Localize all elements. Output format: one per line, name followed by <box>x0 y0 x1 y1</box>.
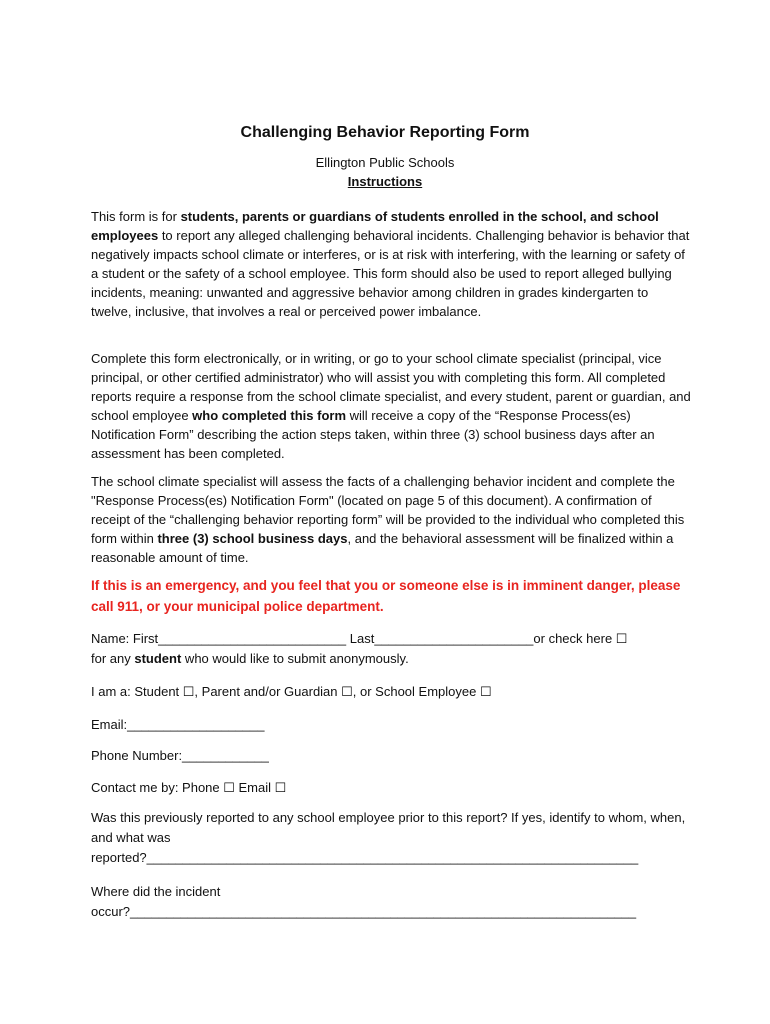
last-name-blank[interactable]: ______________________ <box>374 631 534 646</box>
first-name-blank[interactable]: __________________________ <box>158 631 347 646</box>
incident-location-field[interactable] <box>91 882 691 922</box>
form-title: Challenging Behavior Reporting Form <box>240 124 530 141</box>
name-field[interactable] <box>91 629 691 669</box>
incident-location-question: Where did the incident <box>91 884 221 899</box>
assessment-paragraph <box>91 472 691 567</box>
instructions-heading: Instructions <box>347 174 423 189</box>
role-field[interactable]: I am a: Student ☐, Parent and/or Guardian ☐, or School Employee ☐ <box>91 684 492 699</box>
emergency-notice: If this is an emergency, and you feel that you or someone else is in imminent danger, please call 911, or your municipal police department. <box>91 578 681 614</box>
incident-location-line[interactable]: occur?______________________________________________________________________ <box>91 904 637 919</box>
text: Complete this form electronically, or in writing, or go to your school climate specialist (principal, vice principal, or other certified administrator) who will assist you with completing this form. All completed reports require a response from the school climate specialist, and every student, parent or guardian, and school employee <box>91 351 691 423</box>
previous-report-field[interactable] <box>91 808 691 868</box>
bold-text: who completed this form <box>192 408 347 423</box>
text: , and the behavioral assessment will be finalized within a reasonable amount of time. <box>91 531 674 565</box>
bold-text: student <box>134 651 182 666</box>
previous-report-line[interactable]: reported?____________________________________________________________________ <box>91 850 639 865</box>
bold-text: students, parents or guardians of students enrolled in the school, and school employees <box>91 209 659 243</box>
email-field[interactable]: Email:___________________ <box>91 717 265 732</box>
text: The school climate specialist will assess the facts of a challenging behavior incident and complete the "Response Process(es) Notification Form" (located on page 5 of this document). A confirmation of receipt of the “challenging behavior reporting form” will be provided to the individual who completed this form within <box>91 474 685 546</box>
completion-paragraph <box>91 349 691 463</box>
text: will receive a copy of the “Response Process(es) Notification Form” describing the action steps taken, within three (3) school business days after an assessment has been completed. <box>91 408 655 461</box>
first-name-label: Name: First <box>91 631 159 646</box>
last-name-label: Last <box>346 631 375 646</box>
intro-paragraph <box>91 207 691 321</box>
text: for any <box>91 651 135 666</box>
school-name: Ellington Public Schools <box>315 155 455 170</box>
text: This form is for <box>91 209 181 224</box>
bold-text: three (3) school business days <box>157 531 348 546</box>
phone-field[interactable]: Phone Number:____________ <box>91 748 269 763</box>
text: to report any alleged challenging behavioral incidents. Challenging behavior is behavior that negatively impacts school climate or interferes, or is at risk with interfering, with the learning or safety of a student or the safety of a school employee. This form should also be used to report alleged bullying incidents, meaning: unwanted and aggressive behavior among children in grades kindergarten to twelve, inclusive, that involves a real or perceived power imbalance. <box>91 228 690 319</box>
text: who would like to submit anonymously. <box>181 651 409 666</box>
anonymous-checkbox[interactable]: or check here ☐ <box>533 631 628 646</box>
contact-preference-field[interactable]: Contact me by: Phone ☐ Email ☐ <box>91 780 287 795</box>
previous-report-question: Was this previously reported to any school employee prior to this report? If yes, identify to whom, when, and what was <box>91 810 686 845</box>
